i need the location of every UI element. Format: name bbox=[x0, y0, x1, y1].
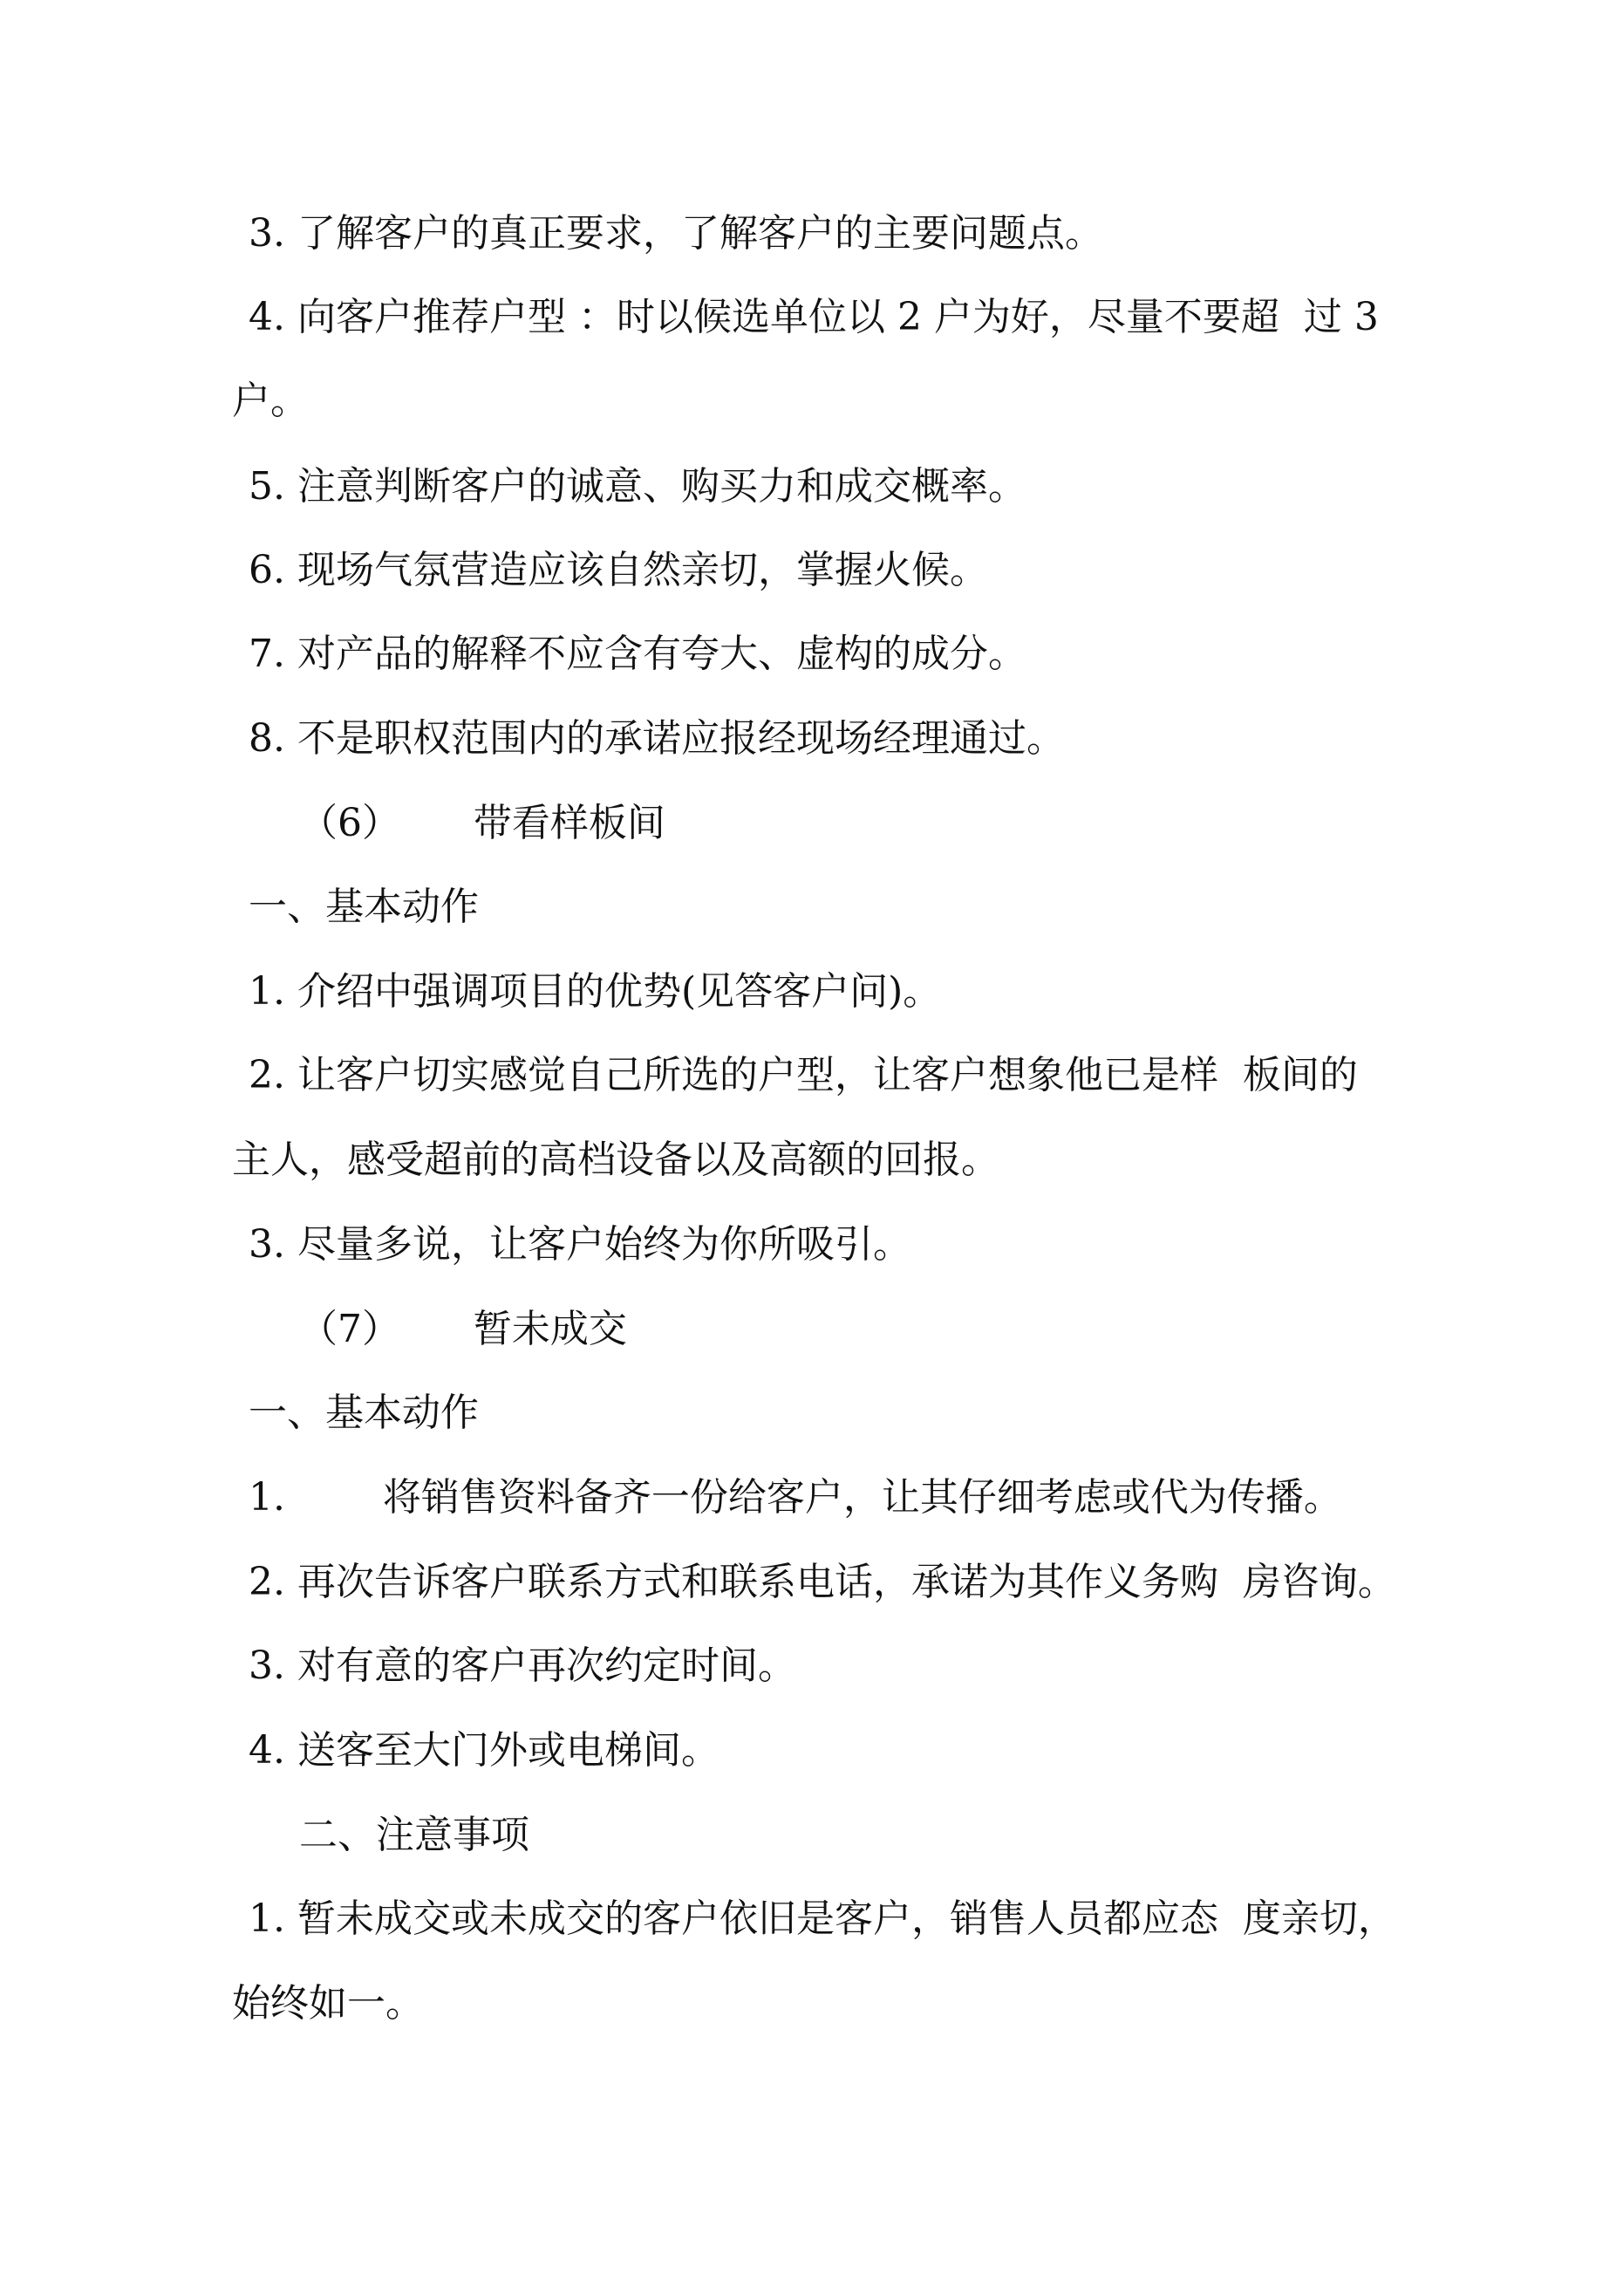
text-line: 1. 介绍中强调项目的优势(见答客户问)。 bbox=[249, 969, 942, 1014]
text-line: 户。 bbox=[232, 379, 309, 423]
text-line: 4. 送客至大门外或电梯间。 bbox=[249, 1728, 719, 1773]
text-line: 1. 将销售资料备齐一份给客户，让其仔细考虑或代为传播。 bbox=[249, 1475, 1342, 1520]
text-line: 1. 暂未成交或未成交的客户依旧是客户，销售人员都应态 度亲切， bbox=[249, 1896, 1396, 1941]
text-line: 7. 对产品的解释不应含有夸大、虚构的成分。 bbox=[249, 632, 1026, 676]
section-heading: （6） 带看样板间 bbox=[299, 801, 665, 845]
section-heading: （7） 暂未成交 bbox=[299, 1307, 627, 1351]
text-line: 8. 不是职权范围内的承诺应报经现场经理通过。 bbox=[249, 716, 1065, 761]
text-line: 2. 让客户切实感觉自己所选的户型，让客户想象他已是样 板间的 bbox=[249, 1053, 1358, 1097]
text-line: 4. 向客户推荐户型 ：时以候选单位以 2 户为好，尽量不要超 过 3 bbox=[249, 295, 1379, 339]
subsection-heading: 一、基本动作 bbox=[249, 885, 479, 929]
text-line: 2. 再次告诉客户联系方式和联系电话，承诺为其作义务购 房咨询。 bbox=[249, 1560, 1396, 1604]
text-line: 5. 注意判断客户的诚意、购买力和成交概率。 bbox=[249, 464, 1026, 509]
text-line: 始终如一。 bbox=[232, 1981, 424, 2026]
text-line: 3. 对有意的客户再次约定时间。 bbox=[249, 1643, 796, 1688]
text-line: 6. 现场气氛营造应该自然亲切，掌握火候。 bbox=[249, 548, 988, 592]
subsection-heading: 一、基本动作 bbox=[249, 1391, 479, 1435]
text-line: 3. 了解客户的真正要求，了解客户的主要问题点。 bbox=[249, 211, 1103, 256]
subsection-heading: 二、注意事项 bbox=[299, 1813, 529, 1857]
text-line: 主人，感受超前的高档设备以及高额的回报。 bbox=[232, 1138, 999, 1182]
text-line: 3. 尽量多说，让客户始终为你所吸引。 bbox=[249, 1222, 911, 1267]
